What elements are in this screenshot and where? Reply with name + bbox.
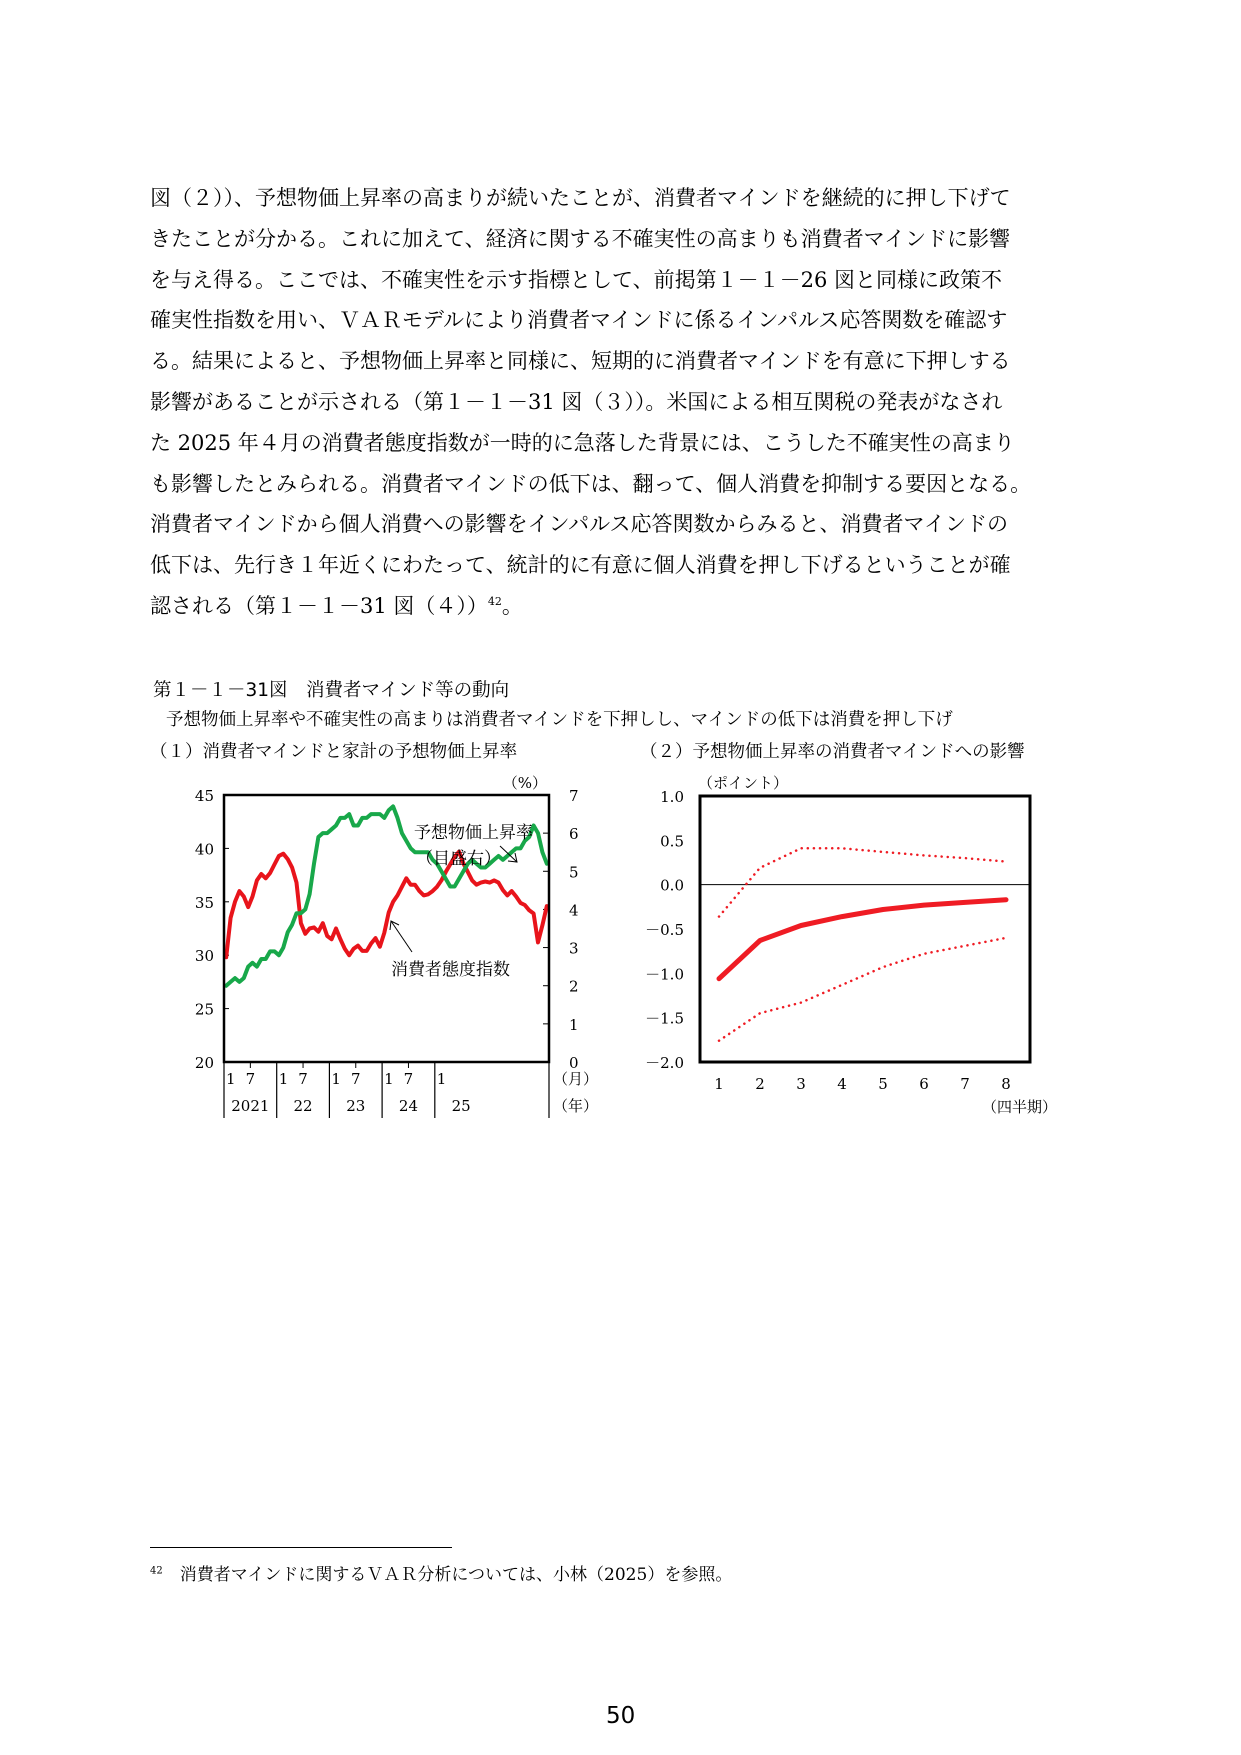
figure-title: 第１－１－31図 消費者マインド等の動向 [153, 680, 510, 701]
annotation-expected-inflation: 予想物価上昇率 [414, 823, 533, 843]
footnote-mark: 42 [150, 1565, 163, 1577]
month-unit: （月） [553, 1070, 599, 1088]
body-line: 影響があることが示される（第１－１－31 図（３））。米国による相互関税の発表がなされ [150, 389, 1003, 414]
year-label: 25 [451, 1097, 471, 1115]
body-line: 図（２））、予想物価上昇率の高まりが続いたことが、消費者マインドを継続的に押し下げて [150, 186, 1011, 210]
y-tick-label: 0.0 [660, 876, 684, 895]
y-right-unit: （%） [502, 774, 547, 792]
figure-subtitle: 予想物価上昇率や不確実性の高まりは消費者マインドを下押しし、マインドの低下は消費を押し下げ [166, 710, 953, 730]
x-tick-label: 7 [960, 1075, 970, 1093]
y-left-tick-label: 40 [194, 840, 214, 859]
y-left-tick-label: 45 [194, 787, 214, 805]
plot-frame [700, 796, 1030, 1062]
footnote-text: 消費者マインドに関するＶＡＲ分析については、小林（2025）を参照。 [179, 1565, 733, 1585]
x-tick-label: 8 [1001, 1075, 1011, 1093]
y-right-tick-label: 0 [569, 1054, 579, 1072]
y-left-tick-label: 30 [194, 947, 214, 966]
y-left-tick-label: 20 [194, 1054, 214, 1072]
body-line: 確実性指数を用い、ＶＡＲモデルにより消費者マインドに係るインパルス応答関数を確認す [150, 308, 1008, 333]
lower-band-line [719, 938, 1006, 1041]
month-label: 7 [245, 1070, 256, 1088]
x-tick-label: 6 [919, 1075, 929, 1093]
body-text [150, 178, 1110, 627]
y-left-tick-label: 35 [194, 893, 214, 912]
month-label: 7 [403, 1070, 414, 1088]
panel1-title: （１）消費者マインドと家計の予想物価上昇率 [150, 742, 518, 762]
month-label: 1 [331, 1070, 341, 1088]
y-right-tick-label: 6 [569, 825, 579, 844]
x-unit: （四半期） [981, 1098, 1057, 1116]
consumer-confidence-chart [180, 762, 600, 1122]
body-line: きたことが分かる。これに加えて、経済に関する不確実性の高まりも消費者マインドに影響 [150, 226, 1011, 251]
month-label: 1 [278, 1070, 289, 1088]
x-tick-label: 4 [837, 1075, 847, 1093]
y-right-tick-label: 5 [569, 863, 579, 882]
y-tick-label: －2.0 [645, 1054, 684, 1072]
y-tick-label: 0.5 [660, 832, 684, 851]
month-label: 7 [298, 1070, 308, 1088]
x-tick-label: 3 [796, 1075, 806, 1093]
year-label: 22 [293, 1097, 313, 1115]
month-label: 1 [226, 1070, 236, 1088]
body-line: を与え得る。ここでは、不確実性を示す指標として、前掲第１－１－26 図と同様に政策不 [150, 267, 1002, 292]
panel2-title: （２）予想物価上昇率の消費者マインドへの影響 [640, 742, 1025, 762]
page-number: 50 [606, 1703, 636, 1729]
y-tick-label: －0.5 [645, 921, 684, 939]
y-unit: （ポイント） [698, 774, 789, 792]
x-tick-label: 1 [714, 1075, 724, 1093]
y-right-tick-label: 3 [569, 939, 579, 958]
annotation-consumer-confidence: 消費者態度指数 [391, 960, 510, 980]
body-line: た 2025 年４月の消費者態度指数が一時的に急落した背景には、こうした不確実性の高まり [150, 430, 1015, 455]
impulse-response-line [719, 900, 1006, 979]
impulse-response-chart [620, 762, 1070, 1122]
upper-band-line [719, 848, 1006, 916]
annotation-arrow-shaft [391, 921, 412, 952]
y-tick-label: －1.0 [645, 965, 684, 984]
body-line-suffix: 。 [501, 593, 523, 618]
month-label: 1 [436, 1070, 447, 1088]
year-label: 23 [346, 1097, 366, 1115]
y-right-tick-label: 7 [569, 787, 579, 805]
month-label: 1 [384, 1070, 394, 1088]
year-label: 24 [398, 1097, 419, 1115]
body-line: る。結果によると、予想物価上昇率と同様に、短期的に消費者マインドを有意に下押しする [150, 349, 1011, 374]
month-label: 7 [350, 1070, 361, 1088]
y-right-tick-label: 2 [569, 977, 579, 996]
x-tick-label: 2 [755, 1075, 765, 1093]
y-right-tick-label: 1 [569, 1015, 579, 1034]
body-line: 低下は、先行き１年近くにわたって、統計的に有意に個人消費を押し下げるということが確 [150, 553, 1011, 578]
body-line: も影響したとみられる。消費者マインドの低下は、翻って、個人消費を抑制する要因となる。 [150, 471, 1032, 496]
x-tick-label: 5 [878, 1075, 888, 1093]
year-unit: （年） [553, 1097, 599, 1115]
y-tick-label: 1.0 [660, 788, 684, 806]
footnote [150, 1560, 732, 1585]
y-tick-label: －1.5 [645, 1009, 684, 1028]
y-left-tick-label: 25 [194, 1000, 214, 1019]
body-line: 消費者マインドから個人消費への影響をインパルス応答関数からみると、消費者マインドの [150, 512, 1009, 537]
year-label: 2021 [231, 1097, 270, 1115]
annotation-right-axis-note: （目盛右） [416, 849, 501, 869]
body-line-last-text: 認される（第１－１－31 図（４）） [150, 593, 488, 618]
body-line-last [150, 586, 1110, 627]
footnote-rule [150, 1547, 452, 1548]
y-right-tick-label: 4 [569, 901, 579, 920]
footnote-reference[interactable]: 42 [487, 594, 502, 608]
